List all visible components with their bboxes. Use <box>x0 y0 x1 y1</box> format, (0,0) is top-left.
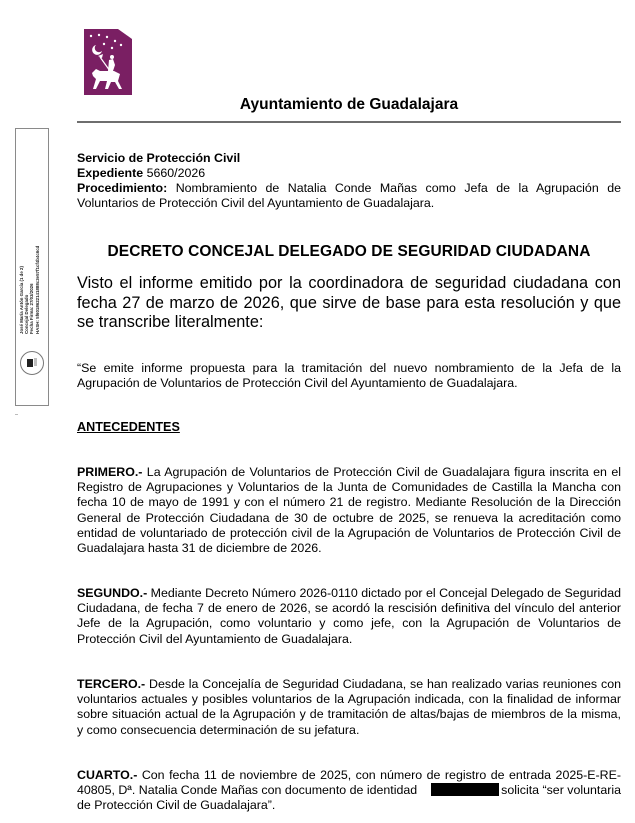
antecedente-text: La Agrupación de Voluntarios de Protección Civil de Guadalajara figura inscrita en el Registro de Agrupaciones y Voluntarios de la Junta de Comunidades de Castilla la Mancha con fecha 10 de mayo de 1991 y con el número 21 de registro. Mediante Resolución de la Dirección General de Protección Ciudadana de 30 de octubre de 2025, se renueva la acreditación como entidad de voluntariado de protección civil de la Agrupación de Voluntarios de Protección Civil de Guadalajara hasta 31 de diciembre de 2026. <box>77 465 621 556</box>
section-heading-antecedentes: ANTECEDENTES <box>77 420 180 434</box>
decree-title: DECRETO CONCEJAL DELEGADO DE SEGURIDAD CIUDADANA <box>107 243 591 260</box>
antecedente-text-before: Con fecha 11 de noviembre de 2025, con número de registro de entrada 2025-E-RE-40805, Dª. Natalia Conde Mañas con documento de identidad <box>77 768 621 798</box>
expediente-label: Expediente <box>77 166 144 180</box>
signature-date: Fecha Firma: 27/03/2026 <box>29 283 35 334</box>
antecedente-text-after: solicita “ser voluntaria de Protección Civil de Guadalajara”. <box>77 783 622 813</box>
antecedente-primero <box>77 465 621 556</box>
signature-stamp-text <box>19 144 40 334</box>
ayuntamiento-seal-icon <box>20 351 44 375</box>
signer-role: Concejal Delegado <box>24 294 30 334</box>
antecedente-tercero <box>77 677 621 738</box>
antecedente-label: TERCERO.- <box>77 677 146 691</box>
procedimiento-label: Procedimiento: <box>77 181 168 195</box>
coat-of-arms-logo <box>84 29 132 95</box>
antecedente-label: CUARTO.- <box>77 768 138 782</box>
divider <box>15 414 18 415</box>
antecedente-label: SEGUNDO.- <box>77 586 148 600</box>
guadalajara-coat-of-arms-icon <box>84 29 132 95</box>
signer-name: José María Antón García (1 de 2) <box>19 266 24 334</box>
service-name: Servicio de Protección Civil <box>77 151 241 165</box>
header-divider <box>77 121 621 123</box>
signature-stamp <box>15 128 49 406</box>
quote-paragraph: “Se emite informe propuesta para la tramitación del nuevo nombramiento de la Jefa de la Agrupación de Voluntarios de Protección Civil del Ayuntamiento de Guadalajara. <box>77 361 621 391</box>
antecedente-text: Mediante Decreto Número 2026-0110 dictado por el Concejal Delegado de Seguridad Ciudadana, de fecha 7 de enero de 2026, se acordó la rescisión definitiva del vínculo del anterior Jefe de la Agrupación, como voluntario y como jefe, con la Agrupación de Voluntarios de Protección Civil del Ayuntamiento de Guadalajara. <box>77 586 621 646</box>
antecedente-segundo <box>77 586 621 647</box>
antecedente-label: PRIMERO.- <box>77 465 143 479</box>
document-metadata <box>77 151 621 211</box>
redacted-id-block <box>431 783 499 796</box>
organization-title: Ayuntamiento de Guadalajara <box>239 96 459 113</box>
intro-paragraph: Visto el informe emitido por la coordinadora de seguridad ciudadana con fecha 27 de marzo de 2026, que sirve de base para esta resolución y que se transcribe literalmente: <box>77 274 621 331</box>
antecedente-text: Desde la Concejalía de Seguridad Ciudadana, se han realizado varias reuniones con voluntarios actuales y posibles voluntarios de la Agrupación indicada, con la finalidad de informar sobre situación actual de la Agrupación y de tramitación de altas/bajas de miembros de la misma, y como consecuencia determinación de su jefatura. <box>77 677 621 737</box>
procedimiento-value: Nombramiento de Natalia Conde Mañas como Jefa de la Agrupación de Voluntarios de Protección Civil del Ayuntamiento de Guadalajara. <box>77 181 621 210</box>
antecedente-cuarto <box>77 768 621 814</box>
expediente-value: 5660/2026 <box>146 166 206 180</box>
signature-hash: HASH: 5f6018622141888c3e57f1cf4b4c6cd <box>34 245 40 334</box>
